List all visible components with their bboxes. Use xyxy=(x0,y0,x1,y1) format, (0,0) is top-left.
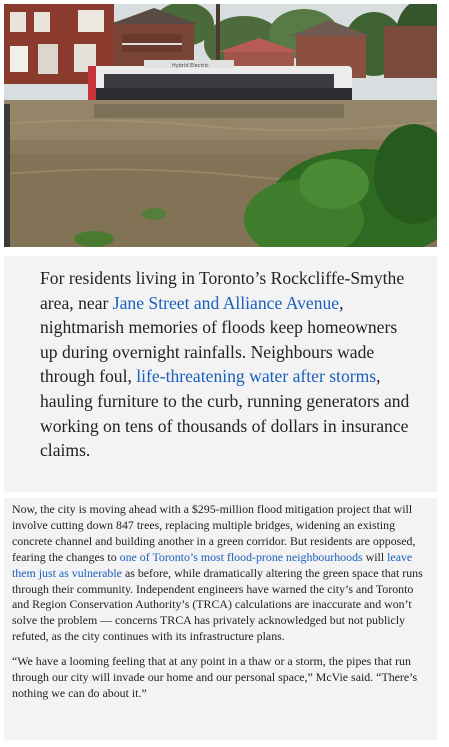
flood-prone-neighbourhoods-link[interactable]: one of Toronto’s most flood-prone neighbourhoods xyxy=(119,549,363,564)
body-paragraph-1 xyxy=(12,502,431,645)
jane-street-link[interactable]: Jane Street and Alliance Avenue xyxy=(112,292,340,313)
lead-text-1: For residents living in Toronto’s Rockcliffe-Smythe area, near xyxy=(40,268,405,313)
body1-text-1: Now, the city is moving ahead with a $295-million flood mitigation project that will involve cutting down 847 trees, replacing multiple bridges, widening an existing concrete channel and building another in a green corridor. But residents are opposed, fearing the changes to xyxy=(12,502,416,564)
leave-them-vulnerable-link[interactable]: leave them just as vulnerable xyxy=(12,549,413,580)
body-text-card xyxy=(4,498,437,740)
body1-text-2: will xyxy=(362,549,388,564)
body1-text-3: as before, while dramatically altering the green space that runs through their community. Independent engineers have warned the city’s and Toronto and Region Conservation Authority’s (TRCA) calculations are inaccurate and won’t solve the problem — concerns TRCA has privately acknowledged but not publicly refuted, as the city continues with its infrastructure plans. xyxy=(12,565,423,644)
body-paragraph-2: “We have a looming feeling that at any point in a thaw or a storm, the pipes that run through our city will invade our home and our personal space,” McVie said. “There’s nothing we can do about it.” xyxy=(12,654,418,700)
lead-paragraph-card xyxy=(4,256,437,492)
flood-photo xyxy=(4,4,437,247)
lead-text-2: , nightmarish memories of floods keep homeowners up during overnight rainfalls. Neighbours wade through foul, xyxy=(40,292,398,387)
life-threatening-water-link[interactable]: life-threatening water after storms xyxy=(136,366,377,387)
lead-text-3: , hauling furniture to the curb, running generators and working on tens of thousands of dollars in insurance claims. xyxy=(40,366,410,461)
lead-paragraph xyxy=(40,266,419,463)
bus-sign: Hybrid Electric xyxy=(172,63,209,69)
